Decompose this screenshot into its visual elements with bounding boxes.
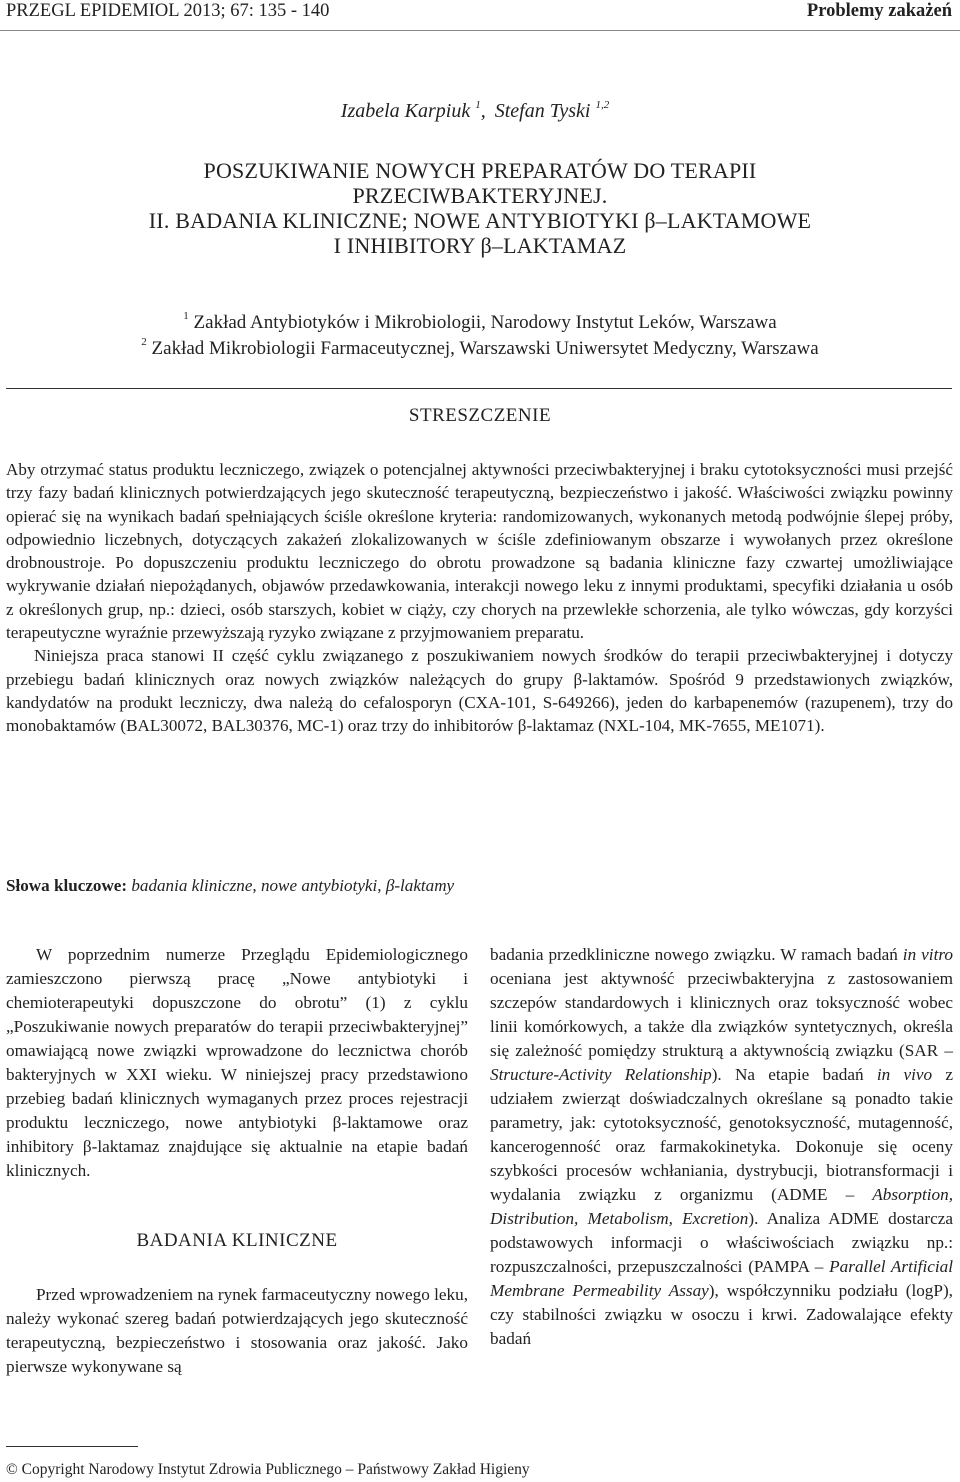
title-line: I INHIBITORY β–LAKTAMAZ [333, 233, 627, 258]
keywords-label: Słowa kluczowe: [6, 876, 128, 895]
affiliation-text: Zakład Mikrobiologii Farmaceutycznej, Warszawski Uniwersytet Medyczny, Warszawa [151, 338, 819, 359]
abstract-body [6, 458, 953, 738]
title-line: PRZECIWBAKTERYJNEJ. [352, 183, 608, 208]
abstract-heading: STRESZCZENIE [408, 405, 552, 426]
journal-citation: PRZEGL EPIDEMIOL 2013; 67: 135 - 140 [6, 1, 330, 21]
italic-run: Absorption, Distribution, Metabolism, Excretion [490, 1185, 953, 1228]
section-paragraph: Przed wprowadzeniem na rynek farmaceutyczny nowego leku, należy wykonać szereg badań potwierdzających jego skuteczność terapeutyczną, bezpieczeństwo i stosowania oraz jakość. Jako pierwsze wykonywane są [6, 1285, 468, 1376]
author-name: Izabela Karpiuk [340, 100, 471, 122]
keywords-text: badania kliniczne, nowe antybiotyki, β-laktamy [131, 876, 455, 895]
abstract-paragraph: Aby otrzymać status produktu leczniczego, związek o potencjalnej aktywności przeciwbakteryjnej i braku cytotoksyczności musi przejść trzy fazy badań klinicznych potwierdzających jego skuteczność terapeutyczną, bezpieczeństwo i jakość. Właściwości związku powinny opierać się na wynikach badań spełniających ściśle określone kryteria: randomizowanych, wykonanych metodą podwójnie ślepej próby, odpowiednio liczebnych, dotyczących zakażeń zlokalizowanych w ściśle zdefiniowanym obszarze i wywołanych przez określone drobnoustroje. Po dopuszczeniu produktu leczniczego do obrotu prowadzone są badania kliniczne fazy czwartej umożliwiające wykrywanie działań niepożądanych, objawów przedawkowania, interakcji nowego leku z innymi produktami, specyfiki działania u osób z określonych grup, np.: dzieci, osób starszych, kobiet w ciąży, czy chorych na przewlekłe schorzenia, ale tylko wówczas, gdy korzyści terapeutyczne wyraźnie przewyższają ryzyko związane z przyjmowaniem preparatu. [6, 460, 953, 643]
intro-paragraph: W poprzednim numerze Przeglądu Epidemiologicznego zamieszczono pierwszą pracę „Nowe antybiotyki i chemioterapeutyki dopuszczone do obrotu” (1) z cyklu „Poszukiwanie nowych preparatów do terapii przeciwbakteryjnej” omawiającą nowe związki wprowadzone do lecznictwa chorób bakteryjnych w XXI wieku. W niniejszej pracy przedstawiono przebieg badań klinicznych wymaganych przez proces rejestracji produktu leczniczego, nowe antybiotyki β-laktamowe oraz inhibitory β-laktamaz znajdujące się aktualnie na etapie badań klinicznych. [6, 945, 468, 1180]
text-run: badania przedkliniczne nowego związku. W ramach badań [490, 945, 903, 964]
authors: Izabela Karpiuk $^1$, Stefan Tyski $^{1,2}$ [340, 99, 610, 122]
affiliation-text: Zakład Antybiotyków i Mikrobiologii, Narodowy Instytut Leków, Warszawa [193, 312, 777, 333]
author-affil-mark: 1,2 [595, 99, 610, 111]
author-name: Stefan Tyski [494, 100, 591, 122]
body-paragraph [490, 943, 953, 1351]
affiliation [0, 310, 960, 336]
italic-run: in vivo [876, 1065, 933, 1084]
title-line: II. BADANIA KLINICZNE; NOWE ANTYBIOTYKI β–LAKTAMOWE [148, 208, 812, 233]
text-run: ), współczynniku podziału (logP), czy stabilności związku w osoczu i krwi. Zadowalające efekty badań [490, 1281, 953, 1348]
running-header [6, 0, 952, 22]
copyright-notice: © Copyright Narodowy Instytut Zdrowia Publicznego – Państwowy Zakład Higieny [6, 1461, 530, 1478]
header-rule [0, 30, 960, 31]
affiliations [0, 310, 960, 362]
footnote-rule [6, 1446, 138, 1447]
text-run: ). Analiza ADME dostarcza podstawowych informacji o właściwościach związku np.: rozpuszczalności, przepuszczalności (PAMPA – [490, 1209, 954, 1276]
text-run: ). Na etapie badań [711, 1065, 877, 1084]
italic-run: in vitro [902, 945, 953, 964]
italic-run: Parallel Artificial Membrane Permeability Assay [490, 1257, 953, 1300]
author-affil-mark: 1 [475, 99, 481, 111]
title-line: POSZUKIWANIE NOWYCH PREPARATÓW DO TERAPII [203, 158, 757, 183]
article-title [0, 158, 960, 258]
left-column [6, 943, 468, 1379]
abstract-paragraph: Niniejsza praca stanowi II część cyklu związanego z poszukiwaniem nowych środków do terapii przeciwbakteryjnej i dotyczy przebiegu badań klinicznych oraz nowych związków należących do grupy β-laktamów. Spośród 9 przedstawionych związków, kandydatów na produkt leczniczy, dwa należą do cefalosporyn (CXA-101, S-649266), jeden do karbapenemów (razupenem), trzy do monobaktamów (BAL30072, BAL30376, MC-1) oraz trzy do inhibitorów β-laktamaz (NXL-104, MK-7655, ME1071). [6, 646, 953, 736]
section-heading: BADANIA KLINICZNE [136, 1230, 338, 1251]
right-column [490, 943, 953, 1351]
section-name: Problemy zakażeń [806, 1, 952, 21]
text-run: oceniana jest aktywność przeciwbakteryjna z zastosowaniem szczepów standardowych i klinicznych oraz toksyczność wobec linii komórkowych, a także dla związków syntetycznych, określa się zależność pomiędzy strukturą a aktywnością związku (SAR – [490, 969, 953, 1060]
text-run: z udziałem zwierząt doświadczalnych określane są ponadto takie parametry, jak: cytotoksyczność, genotoksyczność, mutagenność, kancerogenność oraz farmakokinetyka. Dokonuje się oceny szybkości procesów wchłaniania, dystrybucji, biotransformacji i wydalania związku z organizmu (ADME – [490, 1065, 953, 1204]
affiliation [0, 336, 960, 362]
affiliation-mark: 2 [141, 336, 147, 348]
abstract-rule [6, 388, 952, 389]
affiliation-mark: 1 [183, 310, 189, 322]
italic-run: Structure-Activity Relationship [490, 1065, 712, 1084]
keywords [6, 876, 953, 896]
